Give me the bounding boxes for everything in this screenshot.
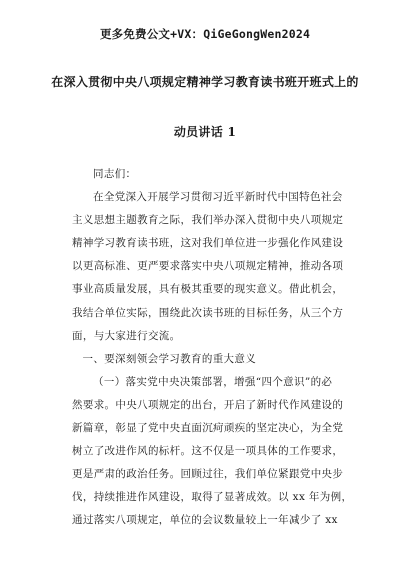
paragraph-line: 在全党深入开展学习贯彻习近平新时代中国特色社会 — [93, 191, 343, 204]
paragraph-line: 伐，持续推进作风建设，取得了显著成效。以 xx 年为例， — [72, 491, 353, 504]
paragraph-line: （一）落实党中央决策部署，增强“四个意识”的必 — [93, 375, 333, 388]
paragraph-line: 新篇章，彰显了党中央直面沉疴顽疾的坚定决心，为全党 — [72, 422, 344, 435]
paragraph-line: 精神学习教育读书班，这对我们单位进一步强化作风建设 — [72, 237, 344, 250]
document-title-line-2: 动员讲话 1 — [173, 125, 237, 139]
paragraph-section1 — [72, 371, 354, 533]
paragraph-line: 更是严肃的政治任务。回顾过往，我们单位紧跟党中央步 — [72, 468, 344, 481]
paragraph-line: 事业高质量发展，具有极其重要的现实意义。借此机会， — [72, 283, 344, 296]
paragraph-line: 我结合单位实际，围绕此次读书班的目标任务，从三个方 — [72, 306, 344, 319]
paragraph-line: 然要求。中央八项规定的出台，开启了新时代作风建设的 — [72, 398, 344, 411]
salutation — [72, 163, 354, 186]
paragraph-line: 树立了改进作风的标杆。这不仅是一项具体的工作要求， — [72, 445, 344, 458]
section-heading-text: 一、要深刻领会学习教育的重大意义 — [82, 352, 257, 365]
document-body — [72, 163, 354, 533]
paragraph-line: 通过落实八项规定，单位的会议数量较上一年减少了 xx — [72, 514, 338, 527]
section-heading — [72, 348, 354, 371]
paragraph-intro — [72, 186, 354, 348]
salutation-text: 同志们： — [93, 168, 137, 180]
paragraph-line: 以更高标准、更严要求落实中央八项规定精神，推动各项 — [72, 260, 344, 273]
paragraph-line: 主义思想主题教育之际，我们举办深入贯彻中央八项规定 — [72, 214, 344, 227]
paragraph-line: 面，与大家进行交流。 — [72, 329, 181, 342]
document-title-line-1: 在深入贯彻中央八项规定精神学习教育读书班开班式上的 — [51, 75, 359, 89]
header-watermark-text: 更多免费公文+VX：QiGeGongWen2024 — [99, 27, 311, 41]
